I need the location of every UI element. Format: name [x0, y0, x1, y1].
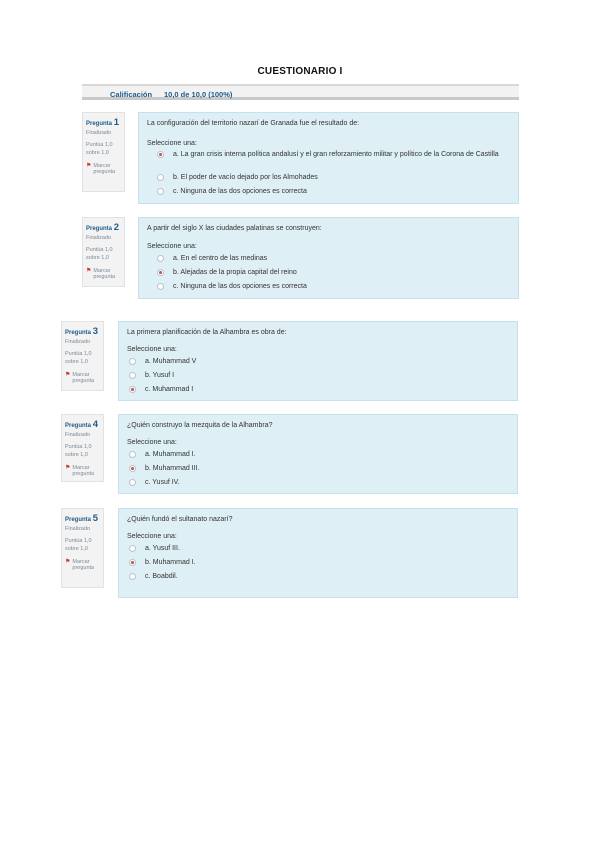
flag-icon: ⚑ — [86, 267, 92, 274]
question-state: Finalizado — [86, 235, 112, 241]
option-text: a. Muhammad I. — [145, 451, 196, 458]
radio-button[interactable] — [129, 545, 136, 552]
question-state: Finalizado — [65, 339, 91, 345]
flag-question-button[interactable] — [86, 268, 121, 280]
question-3-info — [61, 321, 104, 391]
select-one-prompt: Seleccione una: — [147, 243, 197, 250]
option-c[interactable] — [129, 385, 509, 394]
option-text: c. Boabdil. — [145, 573, 178, 580]
flag-icon: ⚑ — [86, 162, 92, 169]
option-a[interactable] — [129, 450, 509, 459]
flag-icon: ⚑ — [65, 464, 71, 471]
option-a[interactable] — [157, 150, 510, 159]
question-text: ¿Quién fundó el sultanato nazarí? — [127, 516, 233, 523]
question-label: Pregunta — [65, 330, 92, 336]
flag-icon: ⚑ — [65, 371, 71, 378]
option-b[interactable] — [129, 558, 509, 567]
question-3-content — [118, 321, 518, 401]
option-b[interactable] — [157, 268, 510, 277]
question-grade: Puntúa 1,0 sobre 1,0 — [65, 538, 92, 553]
option-c[interactable] — [157, 282, 510, 291]
radio-button[interactable] — [157, 255, 164, 262]
radio-button[interactable] — [129, 465, 136, 472]
option-b[interactable] — [129, 464, 509, 473]
grade-summary-bar — [82, 86, 519, 100]
question-label: Pregunta — [65, 517, 92, 523]
option-c[interactable] — [157, 187, 510, 196]
option-text: c. Ninguna de las dos opciones es correcta — [173, 188, 307, 195]
flag-question-button[interactable] — [86, 163, 121, 175]
question-1-heading — [86, 117, 121, 128]
question-grade: Puntúa 1,0 sobre 1,0 — [86, 142, 113, 157]
flag-question-button[interactable] — [65, 465, 100, 477]
question-text: La configuración del territorio nazarí de Granada fue el resultado de: — [147, 120, 360, 127]
grade-value: 10,0 de 10,0 (100%) — [164, 90, 233, 99]
flag-label: Marcar pregunta — [93, 267, 116, 280]
question-4-heading — [65, 419, 100, 430]
option-text: c. Muhammad I — [145, 386, 194, 393]
radio-button[interactable] — [157, 269, 164, 276]
question-4-content — [118, 414, 518, 494]
question-grade: Puntúa 1,0 sobre 1,0 — [65, 351, 92, 366]
document-title: CUESTIONARIO I — [257, 66, 343, 77]
question-2-heading — [86, 222, 121, 233]
option-c[interactable] — [129, 572, 509, 581]
radio-button[interactable] — [129, 372, 136, 379]
option-text: c. Yusuf IV. — [145, 479, 180, 486]
question-grade: Puntúa 1,0 sobre 1,0 — [86, 247, 113, 262]
question-5-heading — [65, 513, 100, 524]
option-b[interactable] — [129, 371, 509, 380]
question-2-content — [138, 217, 519, 299]
option-text: a. La gran crisis interna política andalusí y el gran reforzamiento militar y político de la Corona de Castilla — [173, 151, 499, 158]
radio-button[interactable] — [157, 283, 164, 290]
radio-button[interactable] — [129, 559, 136, 566]
flag-question-button[interactable] — [65, 372, 100, 384]
option-text: b. Yusuf I — [145, 372, 175, 379]
radio-button[interactable] — [129, 573, 136, 580]
question-number: 5 — [92, 513, 98, 524]
radio-button[interactable] — [129, 386, 136, 393]
question-state: Finalizado — [86, 130, 112, 136]
select-one-prompt: Seleccione una: — [147, 140, 197, 147]
question-4-info — [61, 414, 104, 482]
question-label: Pregunta — [86, 226, 113, 232]
question-1-info — [82, 112, 125, 192]
option-text: a. Muhammad V — [145, 358, 197, 365]
flag-icon: ⚑ — [65, 558, 71, 565]
select-one-prompt: Seleccione una: — [127, 439, 177, 446]
flag-label: Marcar pregunta — [72, 464, 95, 477]
select-one-prompt: Seleccione una: — [127, 346, 177, 353]
question-text: La primera planificación de la Alhambra es obra de: — [127, 329, 287, 336]
radio-button[interactable] — [157, 174, 164, 181]
question-1-content — [138, 112, 519, 204]
option-a[interactable] — [129, 544, 509, 553]
question-number: 4 — [92, 419, 98, 430]
question-text: ¿Quién construyo la mezquita de la Alhambra? — [127, 422, 273, 429]
option-b[interactable] — [157, 173, 510, 182]
radio-button[interactable] — [157, 151, 164, 158]
question-label: Pregunta — [65, 423, 92, 429]
flag-label: Marcar pregunta — [72, 371, 95, 384]
flag-question-button[interactable] — [65, 559, 100, 571]
option-c[interactable] — [129, 478, 509, 487]
option-text: a. En el centro de las medinas — [173, 255, 268, 262]
flag-label: Marcar pregunta — [93, 162, 116, 175]
option-text: b. Alejadas de la propia capital del reino — [173, 269, 297, 276]
question-state: Finalizado — [65, 526, 91, 532]
option-text: b. Muhammad III. — [145, 465, 200, 472]
question-2-info — [82, 217, 125, 287]
radio-button[interactable] — [129, 451, 136, 458]
radio-button[interactable] — [157, 188, 164, 195]
option-text: b. Muhammad I. — [145, 559, 196, 566]
question-state: Finalizado — [65, 432, 91, 438]
option-text: c. Ninguna de las dos opciones es correcta — [173, 283, 307, 290]
option-text: a. Yusuf III. — [145, 545, 180, 552]
option-a[interactable] — [129, 357, 509, 366]
question-5-info — [61, 508, 104, 588]
question-text: A partir del siglo X las ciudades palatinas se construyen: — [147, 225, 322, 232]
question-5-content — [118, 508, 518, 598]
option-text: b. El poder de vacío dejado por los Almohades — [173, 174, 318, 181]
question-number: 1 — [113, 117, 119, 128]
option-a[interactable] — [157, 254, 510, 263]
flag-label: Marcar pregunta — [72, 558, 95, 571]
radio-button[interactable] — [129, 358, 136, 365]
question-number: 2 — [113, 222, 119, 233]
select-one-prompt: Seleccione una: — [127, 533, 177, 540]
grade-label: Calificación — [110, 90, 153, 99]
question-number: 3 — [92, 326, 98, 337]
radio-button[interactable] — [129, 479, 136, 486]
question-3-heading — [65, 326, 100, 337]
question-grade: Puntúa 1,0 sobre 1,0 — [65, 444, 92, 459]
question-label: Pregunta — [86, 121, 113, 127]
